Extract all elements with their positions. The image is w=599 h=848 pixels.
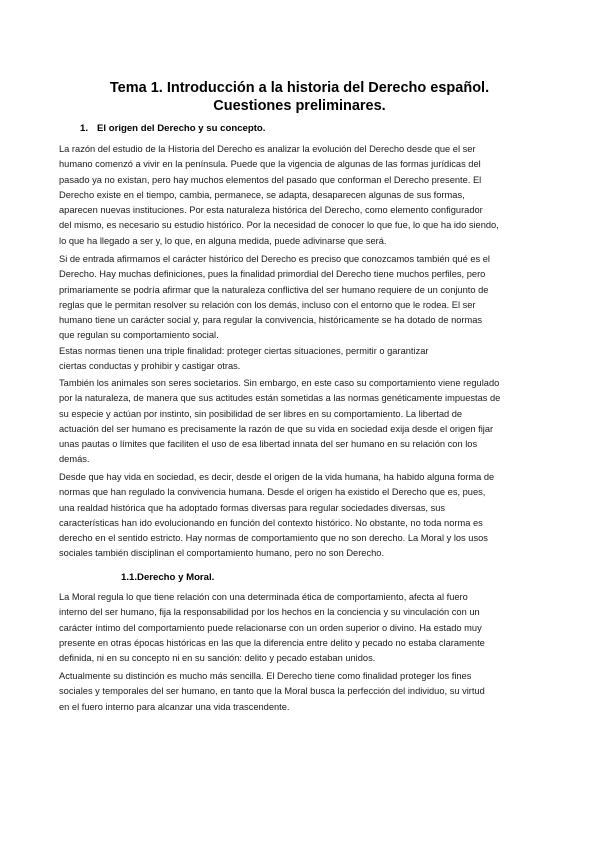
paragraph-6 (59, 669, 541, 715)
text-line: humano tiene un carácter social y, para regular la convivencia, históricamente se ha dotado de normas (59, 315, 483, 326)
text-line: que regulan su comportamiento social. (59, 330, 219, 341)
paragraph-4 (59, 470, 541, 562)
text-line: reglas que le permitan resolver su relación con los demás, incluso con el entorno que le rodea. El ser (59, 299, 476, 310)
text-line: Derecho. Hay muchas definiciones, pues la finalidad primordial del Derecho tiene muchos perfiles, pero (59, 269, 486, 280)
text-line: su especie y actúan por instinto, sin posibilidad de ser libres en su comportamiento. La libertad de (59, 408, 463, 419)
paragraph-5 (59, 590, 541, 666)
section-heading-1 (80, 123, 265, 135)
text-line: una realdad histórica que ha adoptado formas diversas para regular sociedades diversas, sus (59, 502, 446, 513)
text-line: La Moral regula lo que tiene relación con una determinada ética de comportamiento, afecta al fuero (59, 592, 468, 602)
paragraph-2 (59, 252, 541, 374)
text-line: lo que ha llegado a ser y, lo que, en alguna medida, puede adivinarse que será. (59, 235, 387, 246)
text-line: humano comenzó a vivir en la península. Puede que la vigencia de algunas de las formas jurídicas del (59, 159, 481, 170)
text-line: Derecho existe en el tiempo, cambia, permanece, se adapta, desaparecen algunas de sus formas, (59, 189, 465, 200)
text-line: pasado ya no existan, pero hay muchos elementos del pasado que conforman el Derecho presente. El (59, 174, 482, 185)
text-line: demás. (59, 454, 90, 465)
text-line: ciertas conductas y prohibir y castigar otras. (59, 361, 241, 372)
document-title (60, 79, 539, 115)
text-line: interno del ser humano, fija la responsabilidad por los hechos en la conciencia y su vinculación con un (59, 607, 480, 618)
text-line: Si de entrada afirmamos el carácter histórico del Derecho es preciso que conozcamos también qué es el (59, 254, 490, 264)
title-line-2: Cuestiones preliminares. (213, 98, 386, 114)
subsection-heading (121, 572, 214, 584)
text-line: del mismo, es necesario su estudio histórico. Por la necesidad de conocer lo que fue, lo que ha ido siendo, (59, 220, 499, 231)
text-line: sociales también disciplinan el comportamiento humano, pero no son Derecho. (59, 548, 385, 559)
text-line: derecho en el sentido estricto. Hay normas de comportamiento que no son derecho. La Moral y los usos (59, 533, 488, 544)
text-line: Actualmente su distinción es mucho más sencilla. El Derecho tiene como finalidad proteger los fines (59, 671, 472, 681)
section-number: 1. (80, 123, 89, 134)
text-line: por la naturaleza, de manera que sus actitudes están sometidas a las normas genéticamente impuestas de (59, 393, 501, 404)
text-line: Estas normas tienen una triple finalidad: proteger ciertas situaciones, permitir o garantizar (59, 345, 429, 356)
subsection-number: 1.1. (121, 572, 138, 583)
text-line: La razón del estudio de la Historia del Derecho es analizar la evolución del Derecho desde que el ser (59, 144, 476, 154)
text-line: unas pautas o límites que faciliten el uso de esa libertad innata del ser humano en su relación con los (59, 439, 478, 450)
text-line: en el fuero interno para alcanzar una vida trascendente. (59, 701, 290, 712)
paragraph-1 (59, 142, 541, 249)
text-line: primariamente se podría afirmar que la naturaleza conflictiva del ser humano requiere de un conjunto de (59, 284, 489, 295)
text-line: características han ido evolucionando en función del contexto histórico. No obstante, no toda norma es (59, 517, 483, 528)
text-line: aparecen nuevas instituciones. Por esta naturaleza histórica del Derecho, como elemento configurador (59, 205, 483, 216)
text-line: actuación del ser humano es precisamente la razón de que su vida en sociedad exija desde el origen fijar (59, 423, 494, 434)
text-line: presente en otras épocas históricas en las que la diferencia entre delito y pecado no estaba claramente (59, 637, 485, 648)
text-line: normas que han regulado la convivencia humana. Desde el origen ha existido el Derecho que es, pues, (59, 487, 486, 498)
text-line: definida, ni en su concepto ni en su sanción: delito y pecado estaban unidos. (59, 653, 376, 664)
text-line: Desde que hay vida en sociedad, es decir, desde el origen de la vida humana, ha habido alguna forma de (59, 472, 495, 482)
title-line-1: Tema 1. Introducción a la historia del Derecho español. (109, 80, 490, 96)
subsection-label: Derecho y Moral. (137, 572, 215, 583)
paragraph-3 (59, 376, 541, 468)
text-line: carácter íntimo del comportamiento puede relacionarse con un orden superior o divino. Ha estado muy (59, 622, 482, 633)
text-line: sociales y temporales del ser humano, en tanto que la Moral busca la perfección del individuo, su virtud (59, 686, 485, 697)
section-label: El origen del Derecho y su concepto. (97, 123, 266, 134)
text-line: También los animales son seres societarios. Sin embargo, en este caso su comportamiento viene regulado (59, 378, 500, 388)
